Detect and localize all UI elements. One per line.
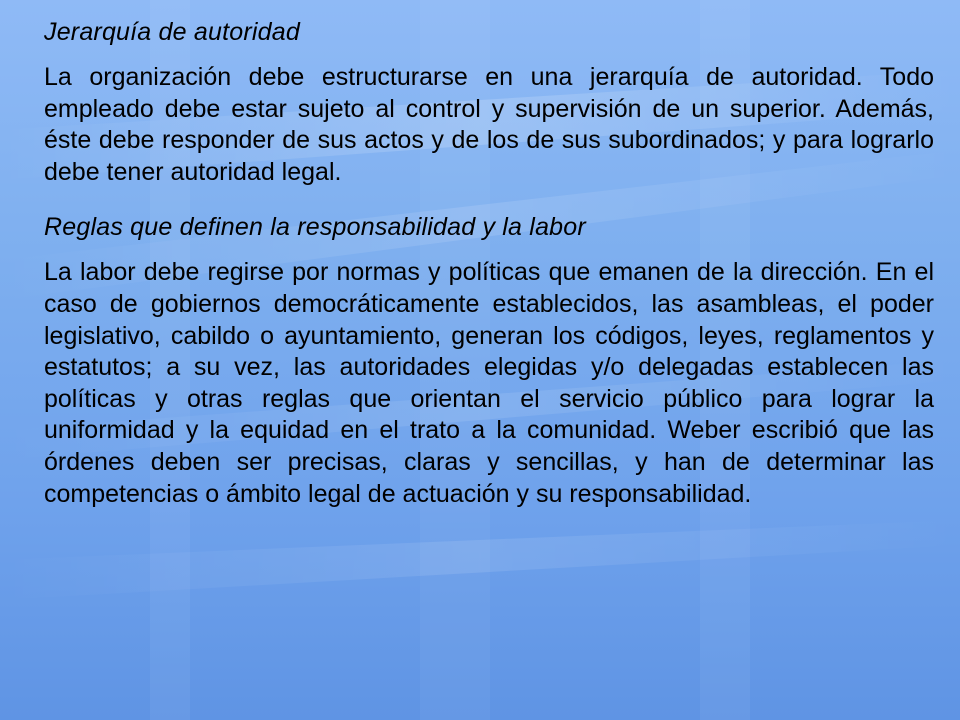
section-body-reglas: La labor debe regirse por normas y políticas que emanen de la dirección. En el caso de gobiernos democráticamente establecidos, las asambleas, el poder legislativo, cabildo o ayuntamiento, generan los códigos, leyes, reglamentos y estatutos; a su vez, las autoridades elegidas y/o delegadas establecen las políticas y otras reglas que orientan el servicio público para lograr la uniformidad y la equidad en el trato a la comunidad. Weber escribió que las órdenes deben ser precisas, claras y sencillas, y han de determinar las competencias o ámbito legal de actuación y su responsabilidad. xyxy=(44,258,934,508)
section-heading-jerarquia: Jerarquía de autoridad xyxy=(44,18,300,46)
section-heading-reglas: Reglas que definen la responsabilidad y la labor xyxy=(44,213,586,242)
section-body-jerarquia: La organización debe estructurarse en una jerarquía de autoridad. Todo empleado debe estar sujeto al control y supervisión de un superior. Además, éste debe responder de sus actos y de los de sus subordinados; y para lograrlo debe tener autoridad legal. xyxy=(44,63,934,186)
slide-content xyxy=(44,16,934,510)
